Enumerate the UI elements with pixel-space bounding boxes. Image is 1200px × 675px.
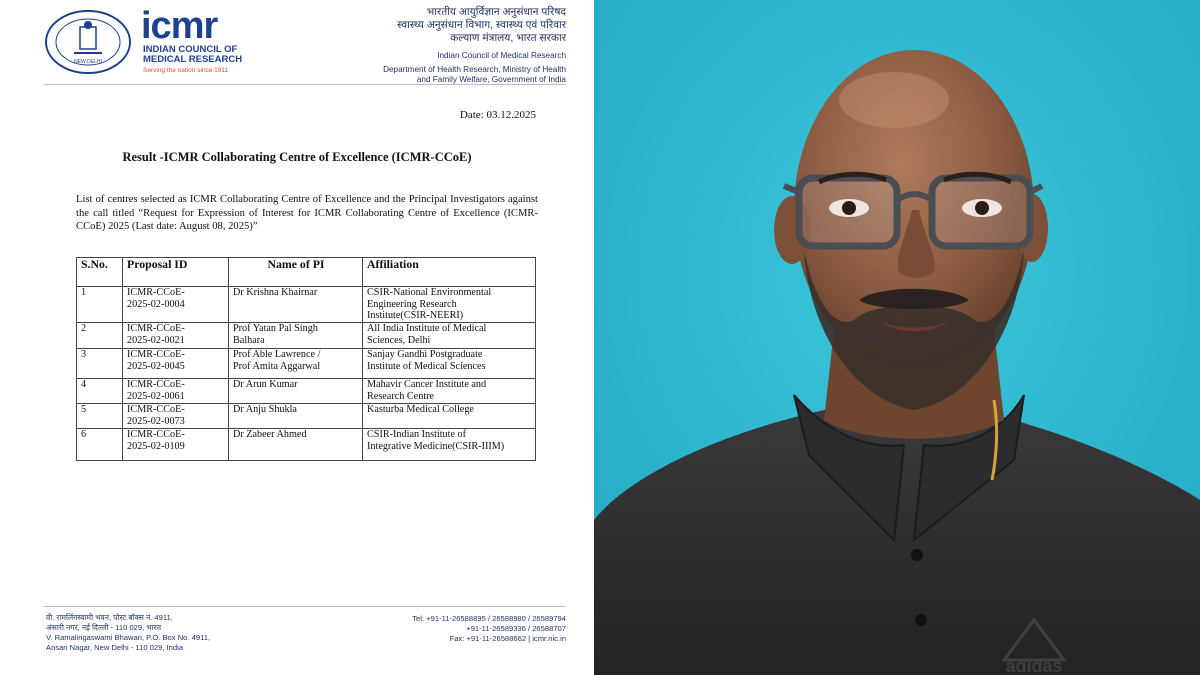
- footer-fax-line: Fax: +91-11-26588662 | icmr.nic.in: [449, 634, 566, 643]
- proposal-id-line-2: 2025-02-0045: [127, 360, 185, 372]
- footer-divider: [44, 606, 566, 607]
- footer-tel-line-2: +91-11-26589336 / 26588707: [466, 624, 566, 633]
- cell-pi: Dr Anju Shukla: [229, 404, 363, 429]
- cell-affiliation: [363, 287, 536, 323]
- affiliation-line-1: CSIR-National Environmental: [367, 287, 492, 298]
- footer-tel-line-1: Tel: +91-11-26588895 / 26588980 / 26589794: [412, 614, 566, 623]
- proposal-id-line-1: ICMR-CCoE-: [127, 379, 185, 390]
- shirt-button: [915, 614, 927, 626]
- affiliation-line-2: Sciences, Delhi: [367, 334, 431, 346]
- result-document: [0, 0, 594, 675]
- icmr-logo-fullname: [143, 45, 242, 65]
- footer-en-line-1: V. Ramalingaswami Bhawan, P.O. Box No. 4911,: [46, 633, 211, 642]
- table-row: [77, 349, 536, 379]
- proposal-id-line-2: 2025-02-0109: [127, 440, 185, 452]
- cell-pi: [229, 287, 363, 323]
- proposal-id-line-1: ICMR-CCoE-: [127, 349, 185, 360]
- table-header-row: [77, 258, 536, 287]
- icmr-logo-word: icmr: [141, 5, 218, 47]
- cell-affiliation: [363, 349, 536, 379]
- shirt-button: [911, 549, 923, 561]
- table-row: [77, 404, 536, 429]
- pi-line-2: Prof Amita Aggarwal: [233, 360, 321, 372]
- cell-pi: [229, 323, 363, 349]
- pi-line-1: Prof Able Lawrence /: [233, 349, 321, 360]
- logo-line-2: MEDICAL RESEARCH: [143, 54, 243, 65]
- affiliation-line-2: Institute of Medical Sciences: [367, 360, 486, 372]
- proposal-id-line-1: ICMR-CCoE-: [127, 404, 185, 415]
- left-pupil: [842, 201, 856, 215]
- dept-line-1: Department of Health Research, Ministry of Health: [383, 65, 566, 74]
- cell-sno: 1: [77, 287, 123, 323]
- pi-line-1: Prof Yatan Pal Singh: [233, 323, 318, 334]
- icmr-seal-logo: [44, 9, 132, 75]
- seal-text: NEW DELHI: [74, 59, 102, 65]
- cell-sno: 2: [77, 323, 123, 349]
- footer-hindi-line-1: वी. रामलिंगस्वामी भवन, पोस्ट बॉक्स नं. 4911,: [46, 613, 173, 622]
- cell-proposal-id: [123, 379, 229, 404]
- proposal-id-line-1: ICMR-CCoE-: [127, 287, 185, 298]
- dept-line-2: and Family Welfare, Government of India: [416, 75, 566, 84]
- proposal-id-line-2: 2025-02-0021: [127, 334, 185, 346]
- cell-sno: 4: [77, 379, 123, 404]
- footer-address: [46, 613, 210, 653]
- table-row: [77, 323, 536, 349]
- affiliation-line-1: CSIR-Indian Institute of: [367, 429, 467, 440]
- hindi-org-name: भारतीय आयुर्विज्ञान अनुसंधान परिषद: [426, 6, 566, 18]
- header-affiliation: Affiliation: [363, 258, 536, 287]
- hindi-dept-line-1: स्वास्थ्य अनुसंधान विभाग, स्वास्थ्य एवं परिवार: [397, 19, 566, 31]
- logo-tagline: Serving the nation since 1911: [143, 67, 229, 74]
- cell-proposal-id: [123, 287, 229, 323]
- proposal-id-line-1: ICMR-CCoE-: [127, 429, 185, 440]
- letterhead-address: [383, 6, 566, 85]
- affiliation-line-2: Integrative Medicine(CSIR-IIIM): [367, 440, 505, 452]
- table-row: [77, 287, 536, 323]
- footer-hindi-line-2: अंसारी नगर, नई दिल्ली - 110 029, भारत: [46, 623, 162, 632]
- proposal-id-line-2: 2025-02-0061: [127, 390, 185, 402]
- pi-line-2: Balhara: [233, 334, 265, 346]
- affiliation-line-2: Research Centre: [367, 390, 435, 402]
- cell-affiliation: Kasturba Medical College: [363, 404, 536, 429]
- cell-proposal-id: [123, 404, 229, 429]
- cell-pi: Dr Arun Kumar: [229, 379, 363, 404]
- affiliation-line-1: Sanjay Gandhi Postgraduate: [367, 349, 483, 360]
- portrait-illustration: [594, 0, 1200, 675]
- footer-en-line-2: Ansari Nagar, New Delhi - 110 029, India: [46, 643, 184, 652]
- cell-sno: 3: [77, 349, 123, 379]
- header-proposal-id: Proposal ID: [123, 258, 229, 287]
- affiliation-line-3: Institute(CSIR-NEERI): [367, 310, 464, 322]
- results-table: [76, 257, 536, 461]
- hindi-dept-line-2: कल्याण मंत्रालय, भारत सरकार: [450, 32, 566, 44]
- cell-sno: 5: [77, 404, 123, 429]
- org-name: Indian Council of Medical Research: [437, 51, 566, 60]
- proposal-id-line-2: 2025-02-0004: [127, 298, 185, 310]
- logo-line-1: INDIAN COUNCIL OF: [143, 44, 238, 55]
- header-sno: S.No.: [77, 258, 123, 287]
- cell-pi: Dr Zabeer Ahmed: [229, 429, 363, 461]
- document-title: Result -ICMR Collaborating Centre of Excellence (ICMR-CCoE): [122, 150, 472, 164]
- header-divider: [44, 84, 566, 85]
- header-name-of-pi: Name of PI: [229, 258, 363, 287]
- affiliation-line-1: All India Institute of Medical: [367, 323, 487, 334]
- portrait-photo: [594, 0, 1200, 675]
- affiliation-line-2: Engineering Research: [367, 298, 457, 310]
- proposal-id-line-2: 2025-02-0073: [127, 415, 185, 427]
- cell-proposal-id: [123, 323, 229, 349]
- table-row: [77, 429, 536, 461]
- cell-sno: 6: [77, 429, 123, 461]
- head-highlight: [839, 72, 949, 128]
- proposal-id-line-1: ICMR-CCoE-: [127, 323, 185, 334]
- affiliation-line-1: Mahavir Cancer Institute and: [367, 379, 487, 390]
- cell-proposal-id: [123, 429, 229, 461]
- cell-affiliation: [363, 323, 536, 349]
- cell-affiliation: [363, 379, 536, 404]
- intro-paragraph: List of centres selected as ICMR Collaborating Centre of Excellence and the Principal Investigators against the call titled “Request for Expression of Interest for ICMR Collaborating Centre of Excellence (ICMR-CCoE) 2025 (Last date: August 08, 2025)”: [76, 194, 538, 232]
- pi-line-1: Dr Krishna Khairnar: [233, 287, 318, 298]
- shirt-brand-text: adidas: [1005, 656, 1063, 675]
- right-pupil: [975, 201, 989, 215]
- cell-proposal-id: [123, 349, 229, 379]
- table-row: [77, 379, 536, 404]
- footer-contact: [412, 614, 566, 644]
- document-date: Date: 03.12.2025: [459, 109, 536, 121]
- cell-pi: [229, 349, 363, 379]
- cell-affiliation: [363, 429, 536, 461]
